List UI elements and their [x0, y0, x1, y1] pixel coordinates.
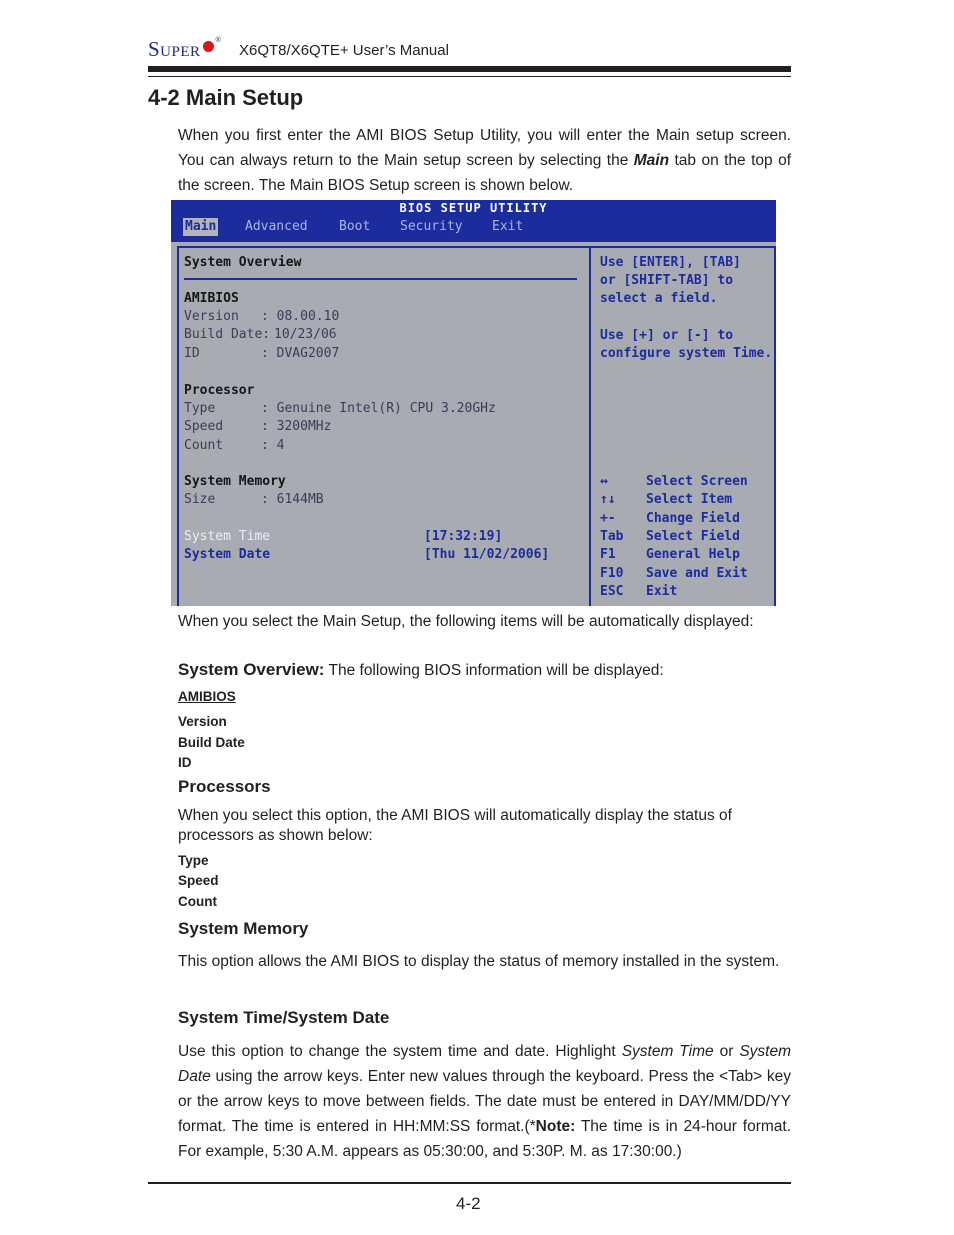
bios-time-label[interactable]: System Time	[184, 529, 271, 544]
manual-title: X6QT8/X6QTE+ User’s Manual	[239, 42, 449, 59]
brand-logo	[148, 36, 221, 62]
bios-type-label: Type	[184, 401, 216, 416]
overview-label: System Overview:	[178, 660, 325, 679]
bios-speed-value: : 3200MHz	[261, 419, 332, 434]
bios-build-value: 10/23/06	[274, 327, 337, 342]
bios-key-desc: Save and Exit	[646, 566, 748, 581]
section-title: 4-2 Main Setup	[148, 85, 304, 110]
processors-item: Speed	[178, 873, 219, 888]
time-date-text: Use this option to change the system time and date. Highlight	[178, 1043, 622, 1060]
header-rule-thin	[148, 76, 791, 77]
processors-item: Count	[178, 894, 217, 909]
bios-size-value: : 6144MB	[261, 492, 324, 507]
bios-id-value: : DVAG2007	[261, 346, 340, 361]
bios-memory-header: System Memory	[184, 474, 286, 489]
intro-text-b: tab on the top of the screen. The Main BIOS Setup screen is shown below.	[178, 152, 792, 194]
memory-heading: System Memory	[178, 919, 309, 938]
bios-id-label: ID	[184, 346, 200, 361]
memory-text: This option allows the AMI BIOS to display the status of memory installed in the system.	[178, 953, 780, 970]
overview-item: Build Date	[178, 735, 245, 750]
footer-rule	[148, 1182, 791, 1184]
bios-key-desc: Select Item	[646, 492, 733, 507]
bios-tab-advanced[interactable]: Advanced	[245, 219, 308, 234]
time-date-text: The time is in 24-hour format. For example, 5:30 A.M. appears as 05:30:00, and 5:30P. M. as 17:30:00.)	[178, 1118, 791, 1160]
intro-emph: Main	[633, 152, 670, 169]
processors-heading: Processors	[178, 777, 271, 796]
bios-help-line: or [SHIFT-TAB] to	[600, 273, 734, 288]
page-number: 4-2	[456, 1194, 481, 1213]
after-screen-text: When you select the Main Setup, the following items will be automatically displayed:	[178, 613, 754, 630]
time-date-heading: System Time/System Date	[178, 1008, 390, 1027]
bios-time-value[interactable]: [17:32:19]	[424, 529, 503, 544]
bios-size-label: Size	[184, 492, 216, 507]
bios-separator	[184, 278, 577, 280]
time-date-text: using the arrow keys. Enter new values through the keyboard. Press the <Tab> key or the arrow keys to move between fields. The date must be entered in DAY/MM/DD/YY format. The time is entered in HH:MM:SS format.(*	[178, 1068, 791, 1135]
logo-dot-icon	[203, 41, 214, 52]
bios-type-value: : Genuine Intel(R) CPU 3.20GHz	[261, 401, 496, 416]
bios-build-label: Build Date:	[184, 327, 271, 342]
bios-count-label: Count	[184, 438, 224, 453]
bios-title: BIOS SETUP UTILITY	[171, 200, 776, 216]
time-date-text: or	[713, 1043, 740, 1060]
bios-key-desc: Change Field	[646, 511, 740, 526]
bios-date-value[interactable]: [Thu 11/02/2006]	[424, 547, 550, 562]
bios-help-line: select a field.	[600, 291, 718, 306]
intro-text-a: When you first enter the AMI BIOS Setup Utility, you will enter the Main setup screen. You can always return to the Main setup screen by selecting the	[178, 127, 791, 169]
bios-count-value: : 4	[261, 438, 285, 453]
processors-text: When you select this option, the AMI BIOS will automatically display the status of processors as shown below:	[178, 807, 732, 844]
bios-speed-label: Speed	[184, 419, 224, 434]
overview-text: The following BIOS information will be displayed:	[324, 662, 664, 679]
bios-overview-header: System Overview	[184, 255, 302, 270]
bios-tab-main[interactable]: Main	[185, 219, 217, 234]
overview-item: Version	[178, 714, 227, 729]
bios-tab-security[interactable]: Security	[400, 219, 463, 234]
time-date-emph: System Time	[621, 1043, 714, 1060]
header-rule	[148, 66, 791, 72]
time-date-emph: System Date	[178, 1043, 791, 1085]
bios-key-arrows-lr: ↔	[600, 474, 608, 489]
bios-version-value: : 08.00.10	[261, 309, 340, 324]
bios-tab-boot[interactable]: Boot	[339, 219, 371, 234]
bios-version-label: Version	[184, 309, 239, 324]
intro-paragraph	[178, 123, 791, 198]
time-date-note: Note:	[535, 1118, 576, 1135]
bios-date-label[interactable]: System Date	[184, 547, 271, 562]
bios-tab-bar	[171, 216, 776, 238]
time-date-paragraph	[178, 1039, 791, 1164]
overview-amibios: AMIBIOS	[178, 689, 236, 704]
bios-top-line	[171, 238, 776, 242]
brand-name: Super	[148, 36, 201, 61]
bios-processor-header: Processor	[184, 383, 255, 398]
bios-key-plusminus: +-	[600, 511, 616, 526]
bios-help-line: Use [+] or [-] to	[600, 328, 734, 343]
bios-key-f10: F10	[600, 566, 624, 581]
bios-key-desc: Exit	[646, 584, 678, 599]
bios-key-desc: Select Field	[646, 529, 740, 544]
bios-tab-exit[interactable]: Exit	[492, 219, 524, 234]
overview-item: ID	[178, 755, 192, 770]
bios-bottom-edge	[171, 606, 776, 608]
bios-key-arrows-ud: ↑↓	[600, 492, 616, 507]
bios-key-desc: Select Screen	[646, 474, 748, 489]
bios-key-tab: Tab	[600, 529, 624, 544]
bios-help-line: configure system Time.	[600, 346, 773, 361]
bios-key-esc: ESC	[600, 584, 624, 599]
trademark: ®	[215, 36, 221, 44]
overview-paragraph	[178, 660, 791, 681]
bios-help-line: Use [ENTER], [TAB]	[600, 255, 741, 270]
bios-key-f1: F1	[600, 547, 616, 562]
bios-screenshot	[171, 200, 776, 608]
bios-key-desc: General Help	[646, 547, 740, 562]
processors-item: Type	[178, 853, 209, 868]
bios-amibios-header: AMIBIOS	[184, 291, 239, 306]
